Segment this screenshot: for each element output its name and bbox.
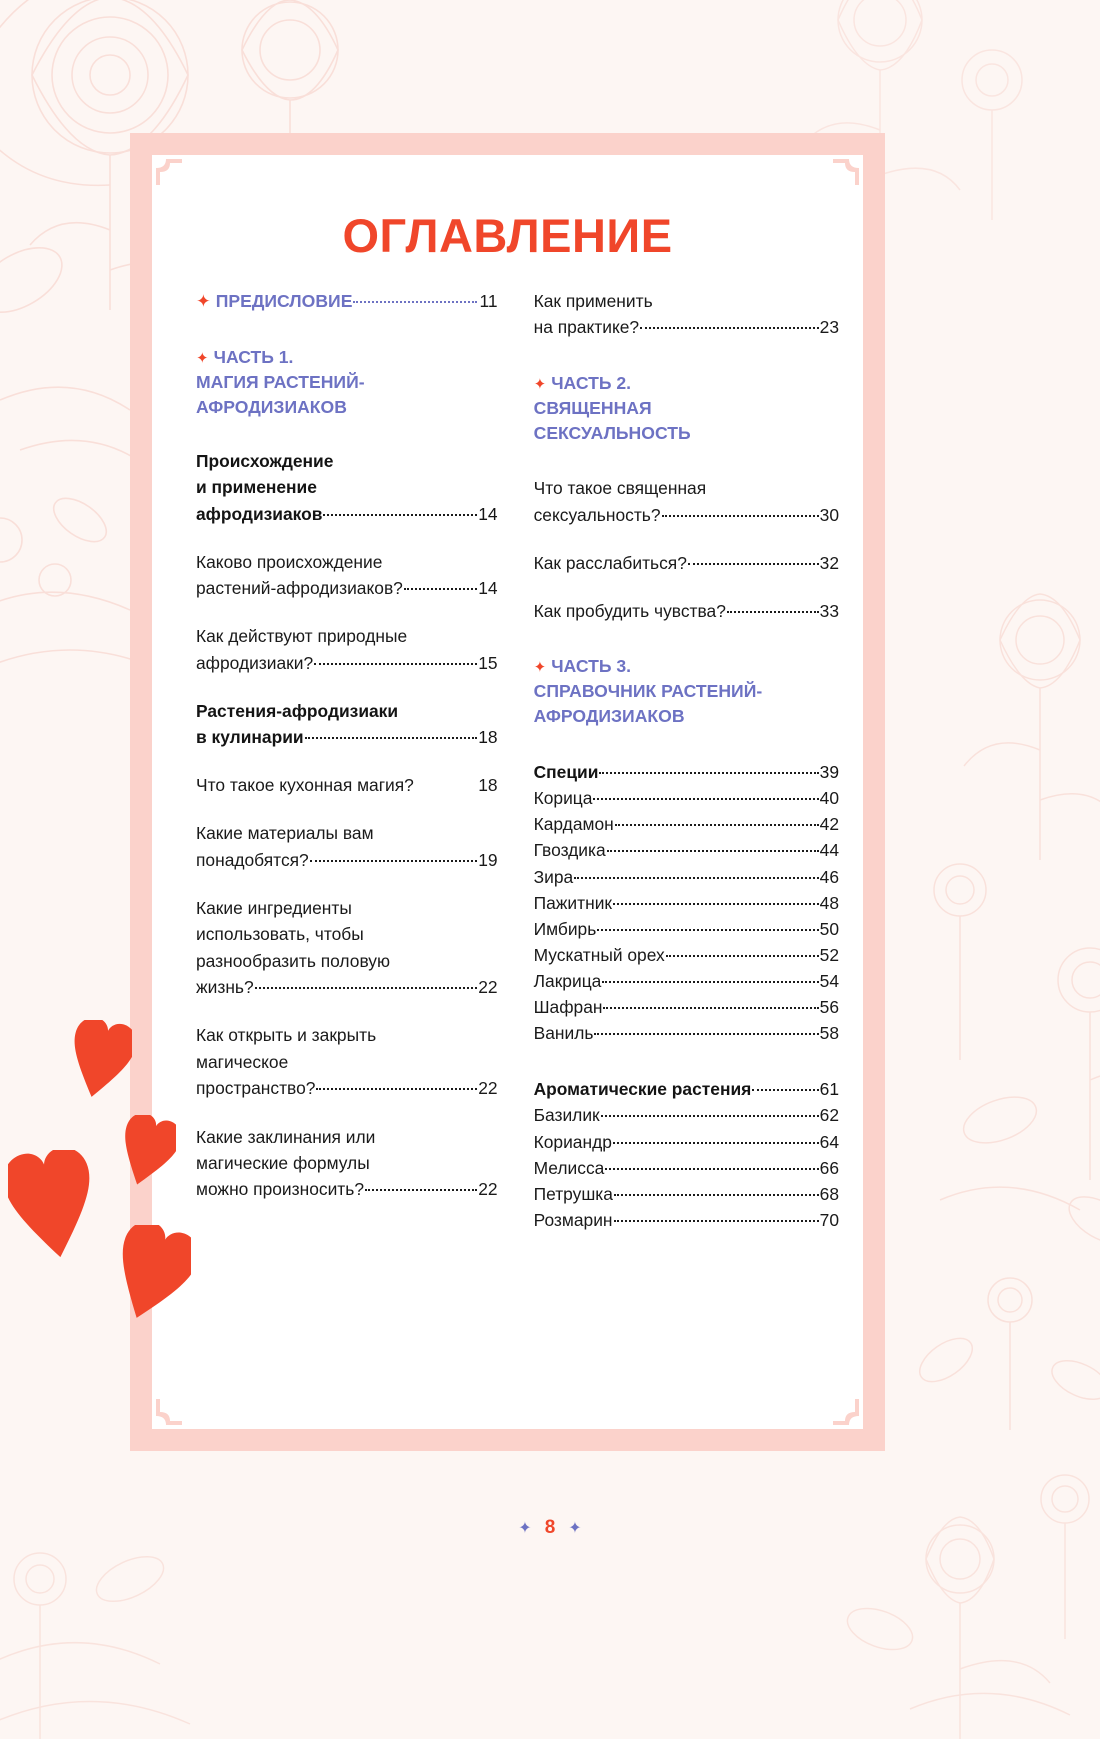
toc-page-number: 40 [819, 788, 839, 809]
toc-list-item[interactable] [534, 942, 839, 968]
star-icon: ✦ [518, 1520, 532, 1537]
toc-entry-preface[interactable] [196, 288, 498, 315]
toc-entry-label: Корица [533, 788, 593, 809]
page-footer [0, 1517, 1100, 1539]
toc-entry-label: Мускатный орех [533, 944, 665, 965]
toc-entry-line: Растения-афродизиаки [196, 700, 399, 721]
toc-page-number: 64 [819, 1131, 839, 1152]
toc-page-number: 14 [478, 578, 498, 599]
toc-entry[interactable] [196, 698, 498, 751]
toc-page-number: 18 [478, 775, 498, 796]
toc-entry-line: Каково происхождение [196, 551, 383, 572]
part-heading-line: МАГИЯ РАСТЕНИЙ- [196, 371, 365, 392]
toc-entry-line: Как открыть и закрыть [196, 1025, 377, 1046]
toc-entry[interactable] [196, 448, 498, 527]
part-heading-line: АФРОДИЗИАКОВ [533, 706, 685, 727]
toc-entry-line: и применение [196, 477, 317, 498]
toc-page-number: 44 [819, 840, 839, 861]
toc-list-item[interactable] [534, 864, 839, 890]
toc-entry-line: Происхождение [196, 450, 334, 471]
toc-entry-line: Как расслабиться? [533, 553, 687, 574]
toc-page-number: 32 [819, 553, 839, 574]
toc-entry-line: пространство? [196, 1078, 316, 1099]
leader-dots [662, 515, 819, 517]
toc-page-number: 22 [478, 1179, 498, 1200]
toc-page-number: 62 [819, 1105, 839, 1126]
toc-entry-label: Лакрица [533, 971, 602, 992]
leader-dots [752, 1089, 818, 1091]
toc-entry-label: Ваниль [533, 1023, 594, 1044]
toc-entry[interactable] [196, 895, 498, 1000]
leader-dots [255, 987, 478, 989]
toc-page-number: 11 [479, 291, 498, 311]
toc-entry-line: магическое [196, 1051, 289, 1072]
floral-illustration-bottom [0, 1439, 1100, 1739]
leader-dots [614, 1220, 819, 1222]
leader-dots [323, 514, 477, 516]
toc-entry-line: использовать, чтобы [196, 924, 364, 945]
toc-page-number: 50 [819, 918, 839, 939]
toc-entry-line: в кулинарии [196, 727, 304, 748]
leader-dots [597, 929, 818, 931]
toc-entry-line: растений-афродизиаков? [196, 578, 403, 599]
leader-dots [305, 737, 478, 739]
toc-page-number: 22 [478, 1078, 498, 1099]
heart-icon [8, 1150, 94, 1258]
star-icon: ✦ [196, 349, 209, 367]
toc-entry-label: Петрушка [533, 1183, 613, 1204]
leader-dots [316, 1088, 477, 1090]
toc-page-number: 56 [819, 997, 839, 1018]
toc-entry-line: Что такое священная [533, 478, 707, 499]
toc-entry[interactable] [534, 550, 839, 576]
leader-dots [594, 1033, 818, 1035]
leader-dots [603, 1007, 818, 1009]
toc-right-column [534, 288, 839, 1233]
toc-page-number: 66 [819, 1157, 839, 1178]
toc-entry-line: Как действуют природные [196, 626, 408, 647]
leader-dots [613, 903, 819, 905]
toc-entry[interactable] [196, 772, 498, 798]
toc-entry-label: Гвоздика [533, 840, 606, 861]
toc-entry-line: разнообразить половую [196, 950, 391, 971]
toc-entry-line: афродизиаков [196, 503, 323, 524]
toc-entry-label: Шафран [533, 997, 603, 1018]
toc-page-number: 14 [478, 503, 498, 524]
toc-list-item[interactable] [534, 916, 839, 942]
leader-dots [574, 877, 818, 879]
toc-entry-label: Кориандр [533, 1131, 612, 1152]
leader-dots [613, 1142, 819, 1144]
toc-list-item[interactable] [534, 1102, 839, 1128]
toc-left-column [196, 288, 498, 1233]
toc-entry[interactable] [196, 1124, 498, 1203]
leader-dots [365, 1189, 477, 1191]
toc-entry-label: Зира [533, 866, 574, 887]
star-icon: ✦ [533, 375, 547, 393]
toc-entry[interactable] [196, 623, 498, 676]
toc-entry[interactable] [534, 288, 839, 341]
toc-page-number: 68 [819, 1183, 839, 1204]
toc-entry[interactable] [534, 598, 839, 624]
toc-entry[interactable] [196, 1022, 498, 1101]
leader-dots [605, 1168, 818, 1170]
toc-page-number: 58 [819, 1023, 839, 1044]
toc-list-item[interactable] [534, 968, 839, 994]
toc-columns [196, 288, 839, 1233]
part-heading-line: СПРАВОЧНИК РАСТЕНИЙ- [533, 681, 763, 702]
star-icon: ✦ [196, 291, 211, 311]
leader-dots [599, 772, 818, 774]
heart-icon [70, 1020, 132, 1098]
toc-entry-line: Как применить [533, 291, 653, 311]
star-icon: ✦ [533, 659, 547, 677]
leader-dots [601, 1115, 819, 1117]
toc-part-1-heading[interactable] [196, 345, 498, 420]
toc-page-number: 33 [819, 601, 839, 622]
part-heading-line: АФРОДИЗИАКОВ [196, 396, 347, 417]
toc-page [130, 133, 885, 1451]
leader-dots [404, 588, 477, 590]
leader-dots [666, 955, 819, 957]
toc-list-item[interactable] [534, 811, 839, 837]
toc-list-item[interactable] [534, 1129, 839, 1155]
toc-list-item[interactable] [534, 1155, 839, 1181]
leader-dots [607, 850, 819, 852]
toc-list-item[interactable] [534, 1207, 839, 1233]
footer-page-number: 8 [544, 1517, 556, 1538]
toc-page-number: 15 [478, 652, 498, 673]
toc-page-number: 54 [819, 971, 839, 992]
toc-entry-label: Розмарин [533, 1209, 613, 1230]
part-heading-line: СВЯЩЕННАЯ [533, 397, 652, 418]
toc-page-number: 19 [478, 849, 498, 870]
floral-illustration-right [900, 560, 1100, 1440]
leader-dots [727, 611, 819, 613]
toc-page-number: 18 [478, 727, 498, 748]
leader-dots [614, 1194, 819, 1196]
toc-entry-line: Что такое кухонная магия? [196, 775, 414, 796]
leader-dots [310, 860, 478, 862]
toc-list-item[interactable] [534, 1020, 839, 1046]
toc-entry-line: на практике? [533, 317, 640, 338]
star-icon: ✦ [568, 1520, 582, 1537]
page-title: ОГЛАВЛЕНИЕ [342, 209, 673, 262]
toc-list-item[interactable] [534, 890, 839, 916]
toc-entry-line: жизнь? [196, 977, 254, 998]
toc-entry-line: понадобятся? [196, 849, 309, 870]
toc-entry[interactable] [196, 549, 498, 602]
toc-page-number: 52 [819, 944, 839, 965]
toc-page-number: 23 [819, 317, 839, 338]
toc-list-item[interactable] [534, 785, 839, 811]
toc-page-number: 39 [819, 762, 839, 783]
toc-part-2-heading[interactable] [534, 371, 839, 446]
toc-page-number: 30 [819, 504, 839, 525]
toc-page-number: 70 [819, 1209, 839, 1230]
part-heading-line: ЧАСТЬ 1. [213, 346, 294, 367]
toc-entry-label: Ароматические растения [533, 1079, 752, 1100]
toc-page-number: 46 [819, 866, 839, 887]
leader-dots [353, 301, 476, 303]
toc-list-item[interactable] [534, 837, 839, 863]
toc-part-3-heading[interactable] [534, 654, 839, 729]
toc-entry-label: Имбирь [533, 918, 597, 939]
toc-list-item[interactable] [534, 1181, 839, 1207]
toc-entry-label: Кардамон [533, 814, 614, 835]
toc-entry-line: Как пробудить чувства? [533, 601, 726, 622]
toc-entry-line: Какие материалы вам [196, 823, 374, 844]
toc-entry-label: Мелисса [533, 1157, 605, 1178]
toc-page-number: 48 [819, 892, 839, 913]
leader-dots [593, 798, 818, 800]
toc-entry-line: можно произносить? [196, 1179, 365, 1200]
toc-entry[interactable] [534, 475, 839, 528]
toc-entry-label: Специи [533, 762, 599, 783]
toc-entry-line: Какие заклинания или [196, 1126, 376, 1147]
toc-entry[interactable] [196, 820, 498, 873]
leader-dots [615, 824, 819, 826]
toc-section-spices-heading[interactable] [534, 759, 839, 785]
toc-entry-line: афродизиаки? [196, 652, 314, 673]
toc-entry-label: Пажитник [533, 892, 613, 913]
toc-entry-line: магические формулы [196, 1152, 370, 1173]
toc-section-aromatic-heading[interactable] [534, 1076, 839, 1102]
toc-entry-line: сексуальность? [533, 504, 661, 525]
toc-page-number: 61 [819, 1079, 839, 1100]
part-heading-line: СЕКСУАЛЬНОСТЬ [533, 422, 691, 443]
leader-dots [602, 981, 818, 983]
toc-entry-label: Базилик [533, 1105, 600, 1126]
leader-dots [640, 327, 819, 329]
leader-dots [688, 563, 819, 565]
toc-entry-label: ПРЕДИСЛОВИЕ [215, 291, 353, 311]
part-heading-line: ЧАСТЬ 3. [551, 656, 632, 677]
toc-entry-line: Какие ингредиенты [196, 898, 352, 919]
toc-list-item[interactable] [534, 994, 839, 1020]
toc-page-number: 22 [478, 977, 498, 998]
toc-page-number: 42 [819, 814, 839, 835]
part-heading-line: ЧАСТЬ 2. [551, 372, 632, 393]
leader-dots [314, 663, 477, 665]
